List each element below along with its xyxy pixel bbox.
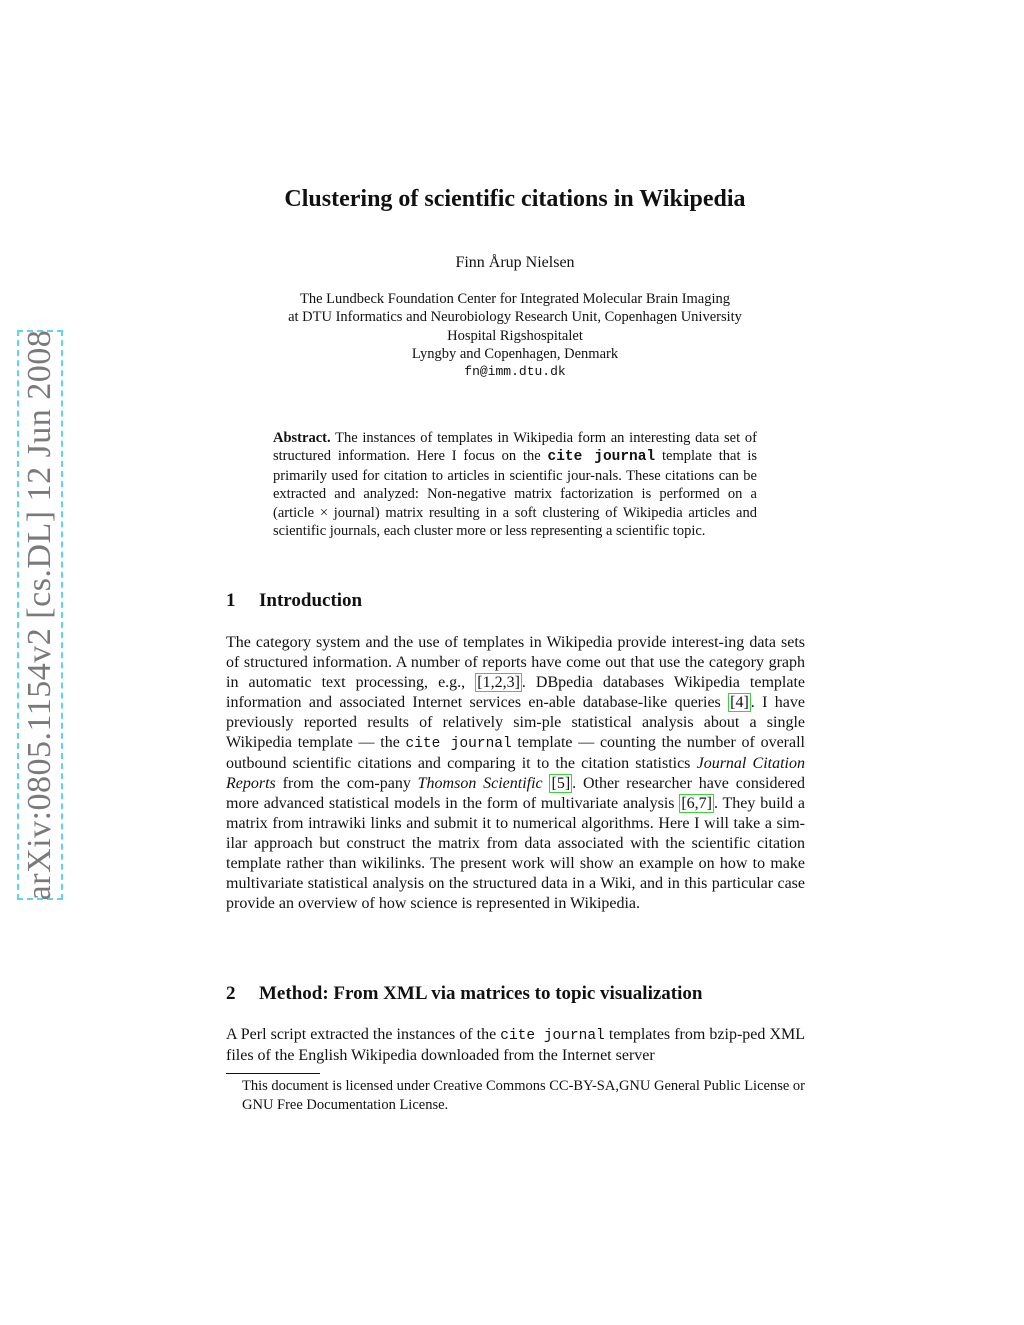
- author-email[interactable]: fn@imm.dtu.dk: [464, 364, 566, 380]
- intro-text: template — counting the number of overall outbound scientific citations and comparing it to the citation statistics: [226, 734, 806, 772]
- intro-text: from the com-pany: [275, 775, 418, 792]
- intro-text: . They build a matrix from intrawiki links and submit it to numerical algorithms. Here I will take a sim-ilar approach but construct the matrix from data associated with the scientific citation template rather than wikilinks. The present work will show an example on how to make multivariate statistical analysis on the structured data in a Wiki, and in this particular case provide an overview of how science is represented in Wikipedia.: [226, 795, 805, 912]
- intro-text: . Other researcher have considered more advanced statistical models in the form of multivariate analysis: [226, 775, 806, 812]
- citation-link-1-2-3[interactable]: [1,2,3]: [477, 674, 520, 691]
- paper-title: Clustering of scientific citations in Wikipedia: [284, 186, 746, 212]
- inline-code: cite journal: [500, 1028, 605, 1044]
- affiliation-line-3: Hospital Rigshospitalet: [447, 327, 583, 344]
- citation-link-4[interactable]: [4]: [730, 694, 749, 711]
- intro-text: The category system and the use of templates in Wikipedia provide interest-ing data sets of structured information. A number of reports have come out that use the category graph in automatic text processing, e.g.,: [226, 634, 805, 691]
- intro-text: . I have previously reported results of relatively sim-ple statistical analysis about a single Wikipedia template — the: [226, 694, 806, 751]
- method-text: templates from bzip-ped XML files of the English Wikipedia downloaded from the Internet server: [226, 1026, 805, 1064]
- affiliation-line-1: The Lundbeck Foundation Center for Integrated Molecular Brain Imaging: [299, 291, 731, 307]
- intro-text: . DBpedia databases Wikipedia template information and associated Internet services en-able database-like queries: [226, 674, 805, 711]
- inline-code: cite journal: [405, 736, 512, 752]
- emphasis-thomson-scientific: Thomson Scientific: [417, 775, 543, 792]
- author-name: Finn Årup Nielsen: [455, 254, 575, 271]
- affiliation-line-2: at DTU Informatics and Neurobiology Research Unit, Copenhagen University: [288, 309, 742, 326]
- arxiv-stamp: [17, 330, 63, 900]
- method-text: A Perl script extracted the instances of the: [226, 1026, 501, 1043]
- section-heading-method: [226, 983, 702, 1005]
- abstract: [273, 429, 757, 540]
- section-heading-introduction: [226, 590, 362, 612]
- abstract-text-2: template that is primarily used for citation to articles in scientific jour-nals. These citations can be extracted and analyzed: Non-negative matrix factorization is performed on a (article × journal) matrix resulting in a soft clustering of Wikipedia articles and scientific journals, each cluster more or less representing a scientific topic.: [273, 448, 758, 540]
- abstract-label: Abstract.: [273, 430, 331, 446]
- footnote: This document is licensed under Creative Commons CC-BY-SA,GNU General Public License or GNU Free Documentation License.: [242, 1078, 805, 1113]
- abstract-text-1: The instances of templates in Wikipedia form an interesting data set of structured information. Here I focus on the: [273, 430, 757, 465]
- method-paragraph: [226, 1025, 805, 1066]
- affiliation: [0, 290, 1024, 381]
- section-number: 1: [226, 590, 236, 611]
- citation-link-6-7[interactable]: [6,7]: [681, 795, 712, 812]
- section-number: 2: [226, 983, 236, 1004]
- affiliation-line-4: Lyngby and Copenhagen, Denmark: [411, 345, 619, 362]
- footnote-rule: [226, 1073, 320, 1074]
- section-title: Method: From XML via matrices to topic visualization: [259, 983, 703, 1004]
- emphasis-journal-citation-reports: Journal Citation Reports: [226, 755, 805, 792]
- section-title: Introduction: [259, 590, 363, 611]
- citation-link-5[interactable]: [5]: [551, 775, 571, 792]
- arxiv-identifier: arXiv:0805.1154v2 [cs.DL] 12 Jun 2008: [21, 329, 58, 901]
- abstract-code: cite journal: [547, 449, 656, 466]
- introduction-paragraph: [226, 633, 805, 914]
